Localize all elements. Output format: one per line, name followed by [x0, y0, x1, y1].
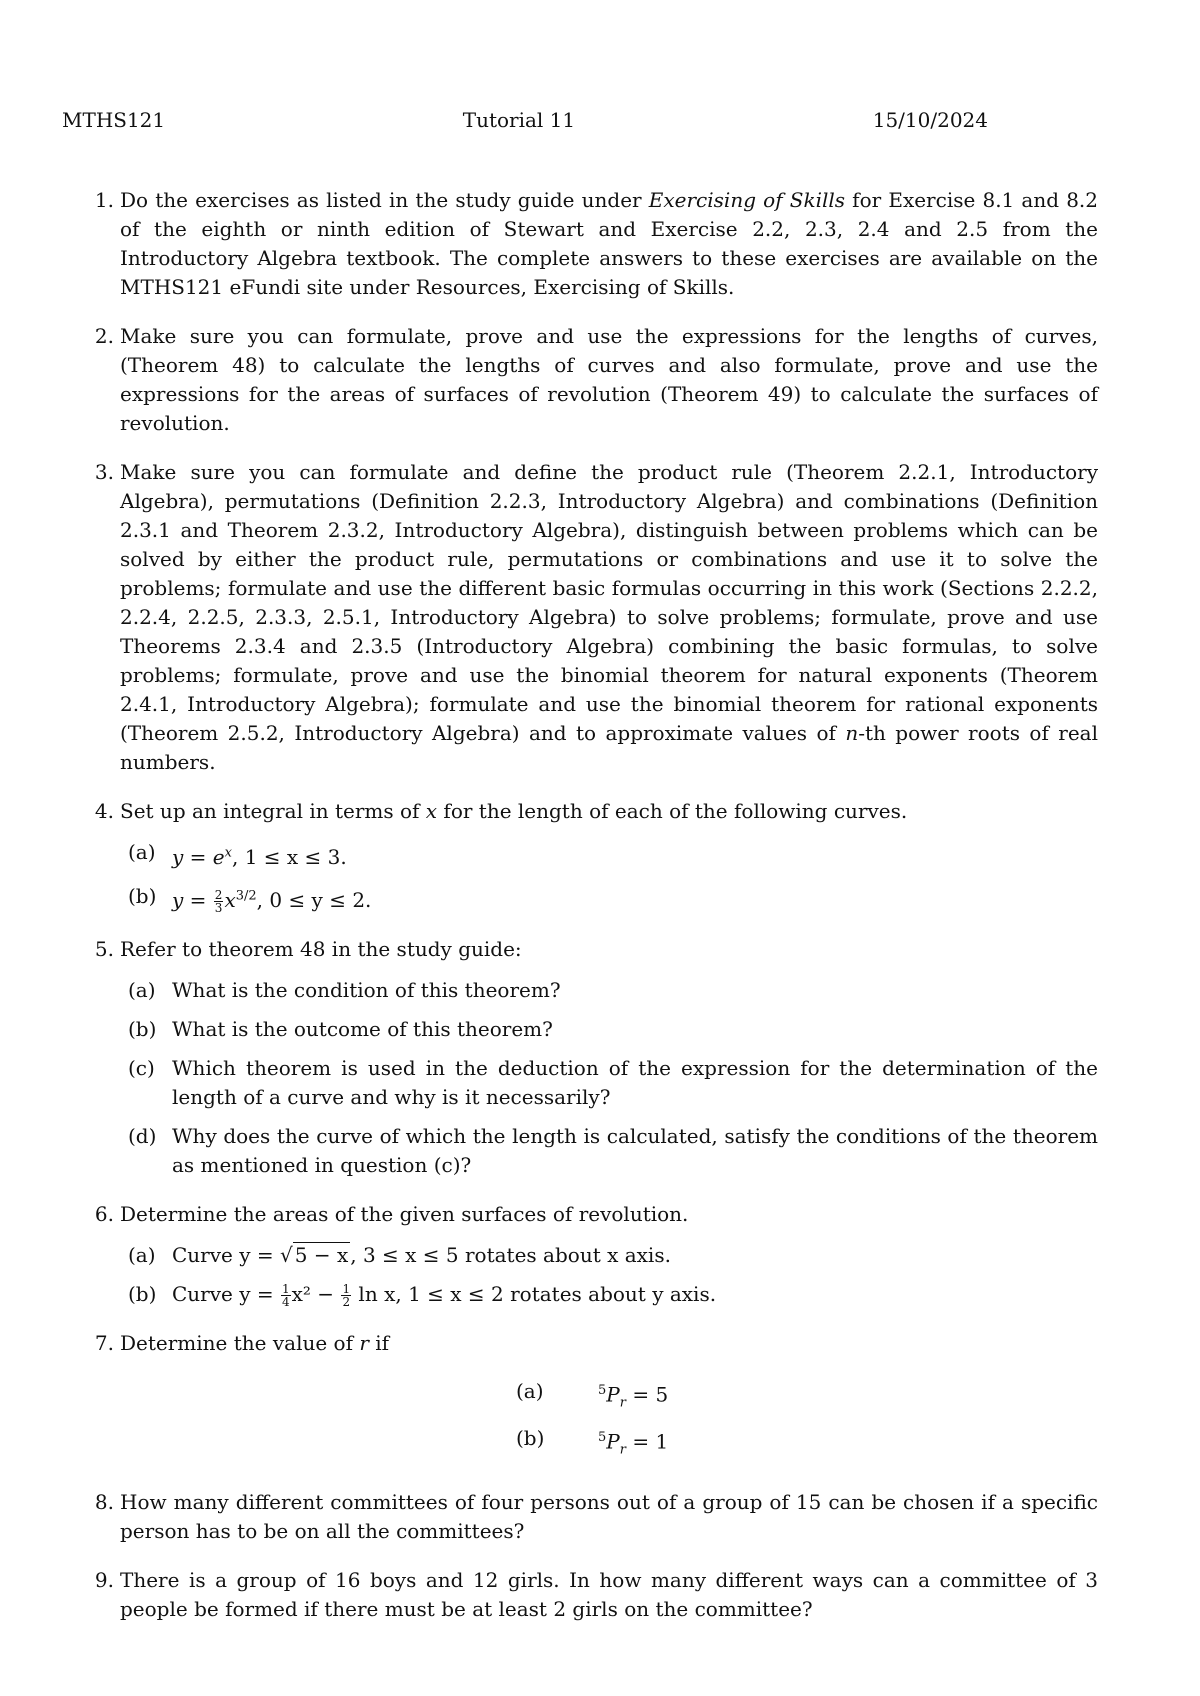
permutation-row-b: (b) $^5P_r = 1$ — [516, 1425, 669, 1458]
question-text: Make sure you can formulate, prove and use the expressions for the lengths of curves, (Theorem 48) to calculate the lengths of curves and also formulate, prove and use the expressions for the areas of surfaces of revolution (Theorem 49) to calculate the surfaces of revolution. — [120, 324, 1098, 435]
question-number: 2. — [94, 324, 114, 348]
question-2 — [62, 322, 1098, 438]
question-5 — [62, 935, 1098, 1180]
subquestion-5d: (d) Why does the curve of which the length is calculated, satisfy the conditions of the theorem as mentioned in question (c)? — [128, 1124, 1098, 1178]
question-number: 3. — [94, 460, 114, 484]
subquestion-list — [120, 1241, 1098, 1309]
course-code: MTHS121 — [62, 108, 166, 132]
permutation-equations — [120, 1374, 1098, 1467]
question-text: Make sure you can formulate and define the product rule (Theorem 2.2.1, Introductory Algebra), permutations (Definition 2.2.3, Introductory Algebra) and combinations (Definition 2.3.1 and Theorem 2.3.2, Introductory Algebra), distinguish between problems which can be solved by either the product rule, permutations or combinations and use it to solve the problems; formulate and use the different basic formulas occurring in this work (Sections 2.2.2, 2.2.4, 2.2.5, 2.3.3, 2.5.1, Introductory Algebra) to solve problems; formulate, prove and use Theorems 2.3.4 and 2.3.5 (Introductory Algebra) combining the basic formulas, to solve problems; formulate, prove and use the binomial theorem for natural exponents (Theorem 2.4.1, Introductory Algebra); formulate and use the binomial theorem for rational exponents (Theorem 2.5.2, Introductory Algebra) and to approximate values of n-th power roots of real numbers. — [120, 460, 1098, 774]
tutorial-date: 15/10/2024 — [872, 108, 988, 132]
formula: y = $\frac{2}{3}$ $x^{3/2}$, 0 ≤ y ≤ 2. — [172, 888, 372, 916]
page-header — [62, 108, 988, 138]
subquestion-5b: (b) What is the outcome of this theorem? — [128, 1017, 553, 1042]
question-number: 5. — [94, 937, 114, 962]
question-text: Set up an integral in terms of x for the length of each of the following curves. — [120, 799, 908, 823]
question-number: 1. — [94, 188, 114, 212]
subquestion-6b: (b) Curve y = $\frac{1}{4}$ x² − $\frac{1}{2}$ ln x, 1 ≤ x ≤ 2 rotates about y axis. — [128, 1282, 717, 1310]
question-text: There is a group of 16 boys and 12 girls. In how many different ways can a committee of 3 people be formed if there must be at least 2 girls on the committee? — [120, 1567, 1098, 1621]
question-number: 7. — [94, 1331, 114, 1356]
question-list — [62, 186, 1098, 1624]
question-1 — [62, 186, 1098, 302]
question-text: How many different committees of four persons out of a group of 15 can be chosen if a specific person has to be on all the committees? — [120, 1489, 1098, 1543]
question-3 — [62, 458, 1098, 777]
subquestion-6a: (a) Curve y = √ 5 − x , 3 ≤ x ≤ 5 rotates about x axis. — [128, 1243, 671, 1268]
formula: Curve y = $\frac{1}{4}$ x² − $\frac{1}{2}$ ln x, 1 ≤ x ≤ 2 rotates about y axis. — [172, 1282, 717, 1310]
subquestion-list — [120, 976, 1098, 1180]
permutation-row-a: (a) $^5P_r = 5$ — [516, 1379, 669, 1411]
subquestion-5a: (a) What is the condition of this theorem? — [128, 978, 561, 1003]
formula: $y = e^x$, 1 ≤ x ≤ 3. — [172, 844, 347, 869]
question-4 — [62, 797, 1098, 915]
subquestion-list — [120, 838, 1098, 915]
question-6 — [62, 1200, 1098, 1309]
subquestion-4a: (a) $y = e^x$, 1 ≤ x ≤ 3. — [128, 840, 347, 869]
question-number: 6. — [94, 1202, 114, 1227]
question-number: 8. — [94, 1489, 114, 1514]
formula: Curve y = √ 5 − x , 3 ≤ x ≤ 5 rotates about x axis. — [172, 1243, 671, 1268]
question-number: 9. — [94, 1567, 114, 1592]
question-text: Determine the value of r if — [120, 1331, 390, 1356]
question-7 — [62, 1329, 1098, 1467]
question-text: Refer to theorem 48 in the study guide: — [120, 937, 522, 962]
question-text: Do the exercises as listed in the study guide under Exercising of Skills for Exercise 8.1 and 8.2 of the eighth or ninth edition of Stewart and Exercise 2.2, 2.3, 2.4 and 2.5 from the Introductory Algebra textbook. The complete answers to these exercises are available on the MTHS121 eFundi site under Resources, Exercising of Skills. — [120, 188, 1099, 299]
question-number: 4. — [94, 799, 114, 823]
question-text: Determine the areas of the given surfaces of revolution. — [120, 1202, 689, 1227]
subquestion-5c: (c) Which theorem is used in the deduction of the expression for the determination of the length of a curve and why is it necessarily? — [128, 1056, 1098, 1110]
question-8 — [62, 1488, 1098, 1546]
tutorial-title: Tutorial 11 — [462, 108, 576, 132]
question-9 — [62, 1566, 1098, 1624]
subquestion-4b: (b) y = $\frac{2}{3}$ $x^{3/2}$, 0 ≤ y ≤ 2. — [128, 883, 372, 916]
